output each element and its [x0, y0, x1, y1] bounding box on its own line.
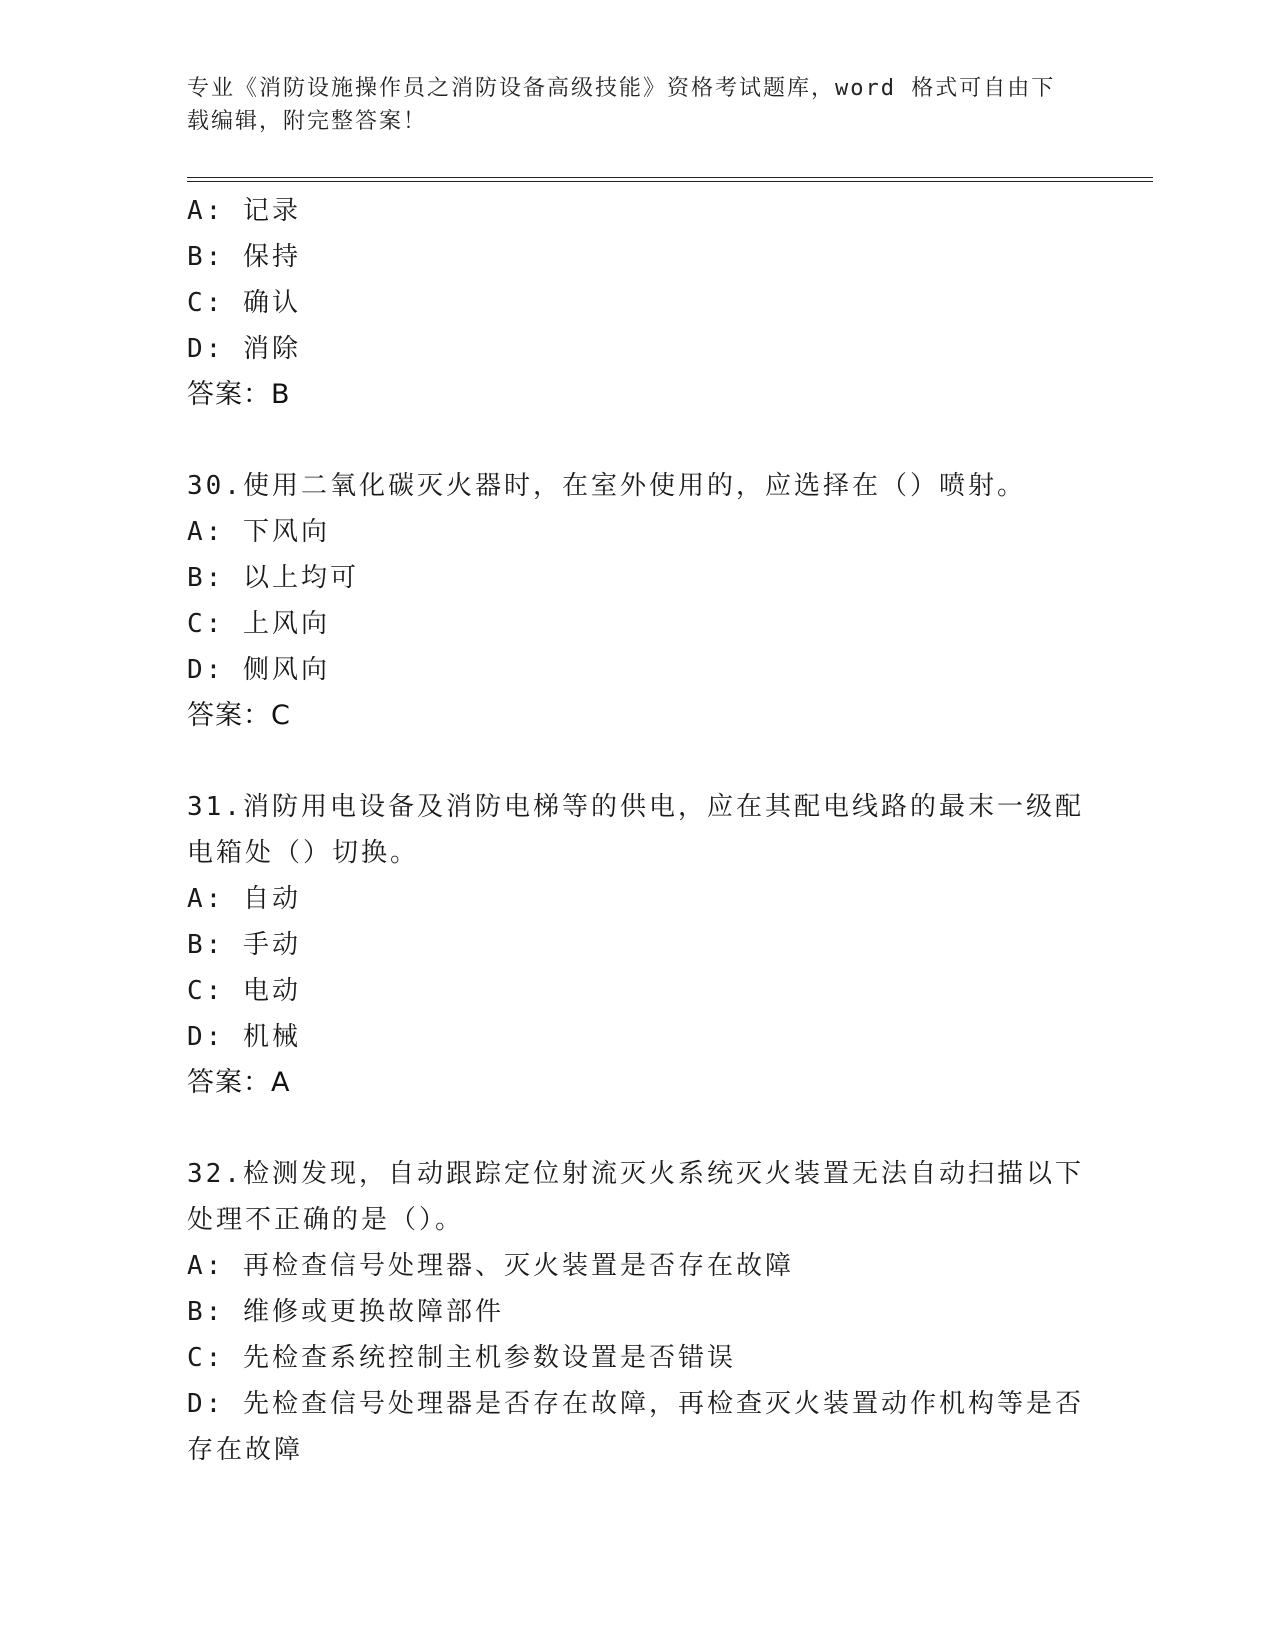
- question-29: [187, 188, 1087, 418]
- option-b: B: 手动: [187, 930, 301, 960]
- answer: 答案：B: [187, 379, 291, 410]
- option-d: D: 机械: [187, 1022, 301, 1052]
- question-31: [187, 784, 1087, 1106]
- document-header: [187, 72, 1077, 138]
- header-rule-bottom: [187, 181, 1153, 182]
- option-d: D: 先检查信号处理器是否存在故障，再检查灭火装置动作机构等是否: [187, 1389, 1084, 1419]
- answer: 答案：A: [187, 1067, 291, 1098]
- option-b: B: 以上均可: [187, 563, 359, 593]
- option-c: C: 上风向: [187, 609, 330, 639]
- option-a: A: 再检查信号处理器、灭火装置是否存在故障: [187, 1251, 794, 1281]
- header-rule-top: [187, 177, 1153, 178]
- option-d-cont: 存在故障: [187, 1435, 304, 1465]
- option-b: B: 维修或更换故障部件: [187, 1297, 504, 1327]
- option-c: C: 电动: [187, 976, 301, 1006]
- question-stem-cont: 处理不正确的是（）。: [187, 1205, 465, 1235]
- answer: 答案：C: [187, 700, 291, 731]
- header-line-2: 载编辑，附完整答案！: [187, 109, 428, 134]
- option-c: C: 确认: [187, 288, 301, 318]
- question-list: [187, 188, 1087, 1473]
- question-32: [187, 1151, 1087, 1473]
- option-c: C: 先检查系统控制主机参数设置是否错误: [187, 1343, 736, 1373]
- option-d: D: 侧风向: [187, 655, 330, 685]
- option-d: D: 消除: [187, 334, 301, 364]
- option-a: A: 下风向: [187, 517, 330, 547]
- option-b: B: 保持: [187, 242, 301, 272]
- question-stem: 31.消防用电设备及消防电梯等的供电，应在其配电线路的最末一级配: [187, 792, 1084, 822]
- question-stem-cont: 电箱处（）切换。: [187, 838, 420, 868]
- option-a: A: 记录: [187, 196, 301, 226]
- question-30: [187, 463, 1087, 739]
- option-a: A: 自动: [187, 884, 301, 914]
- question-stem: 32.检测发现，自动跟踪定位射流灭火系统灭火装置无法自动扫描以下: [187, 1159, 1084, 1189]
- question-stem: 30.使用二氧化碳灭火器时，在室外使用的，应选择在（）喷射。: [187, 471, 1026, 501]
- header-line-1: 专业《消防设施操作员之消防设备高级技能》资格考试题库，word 格式可自由下: [187, 76, 1056, 101]
